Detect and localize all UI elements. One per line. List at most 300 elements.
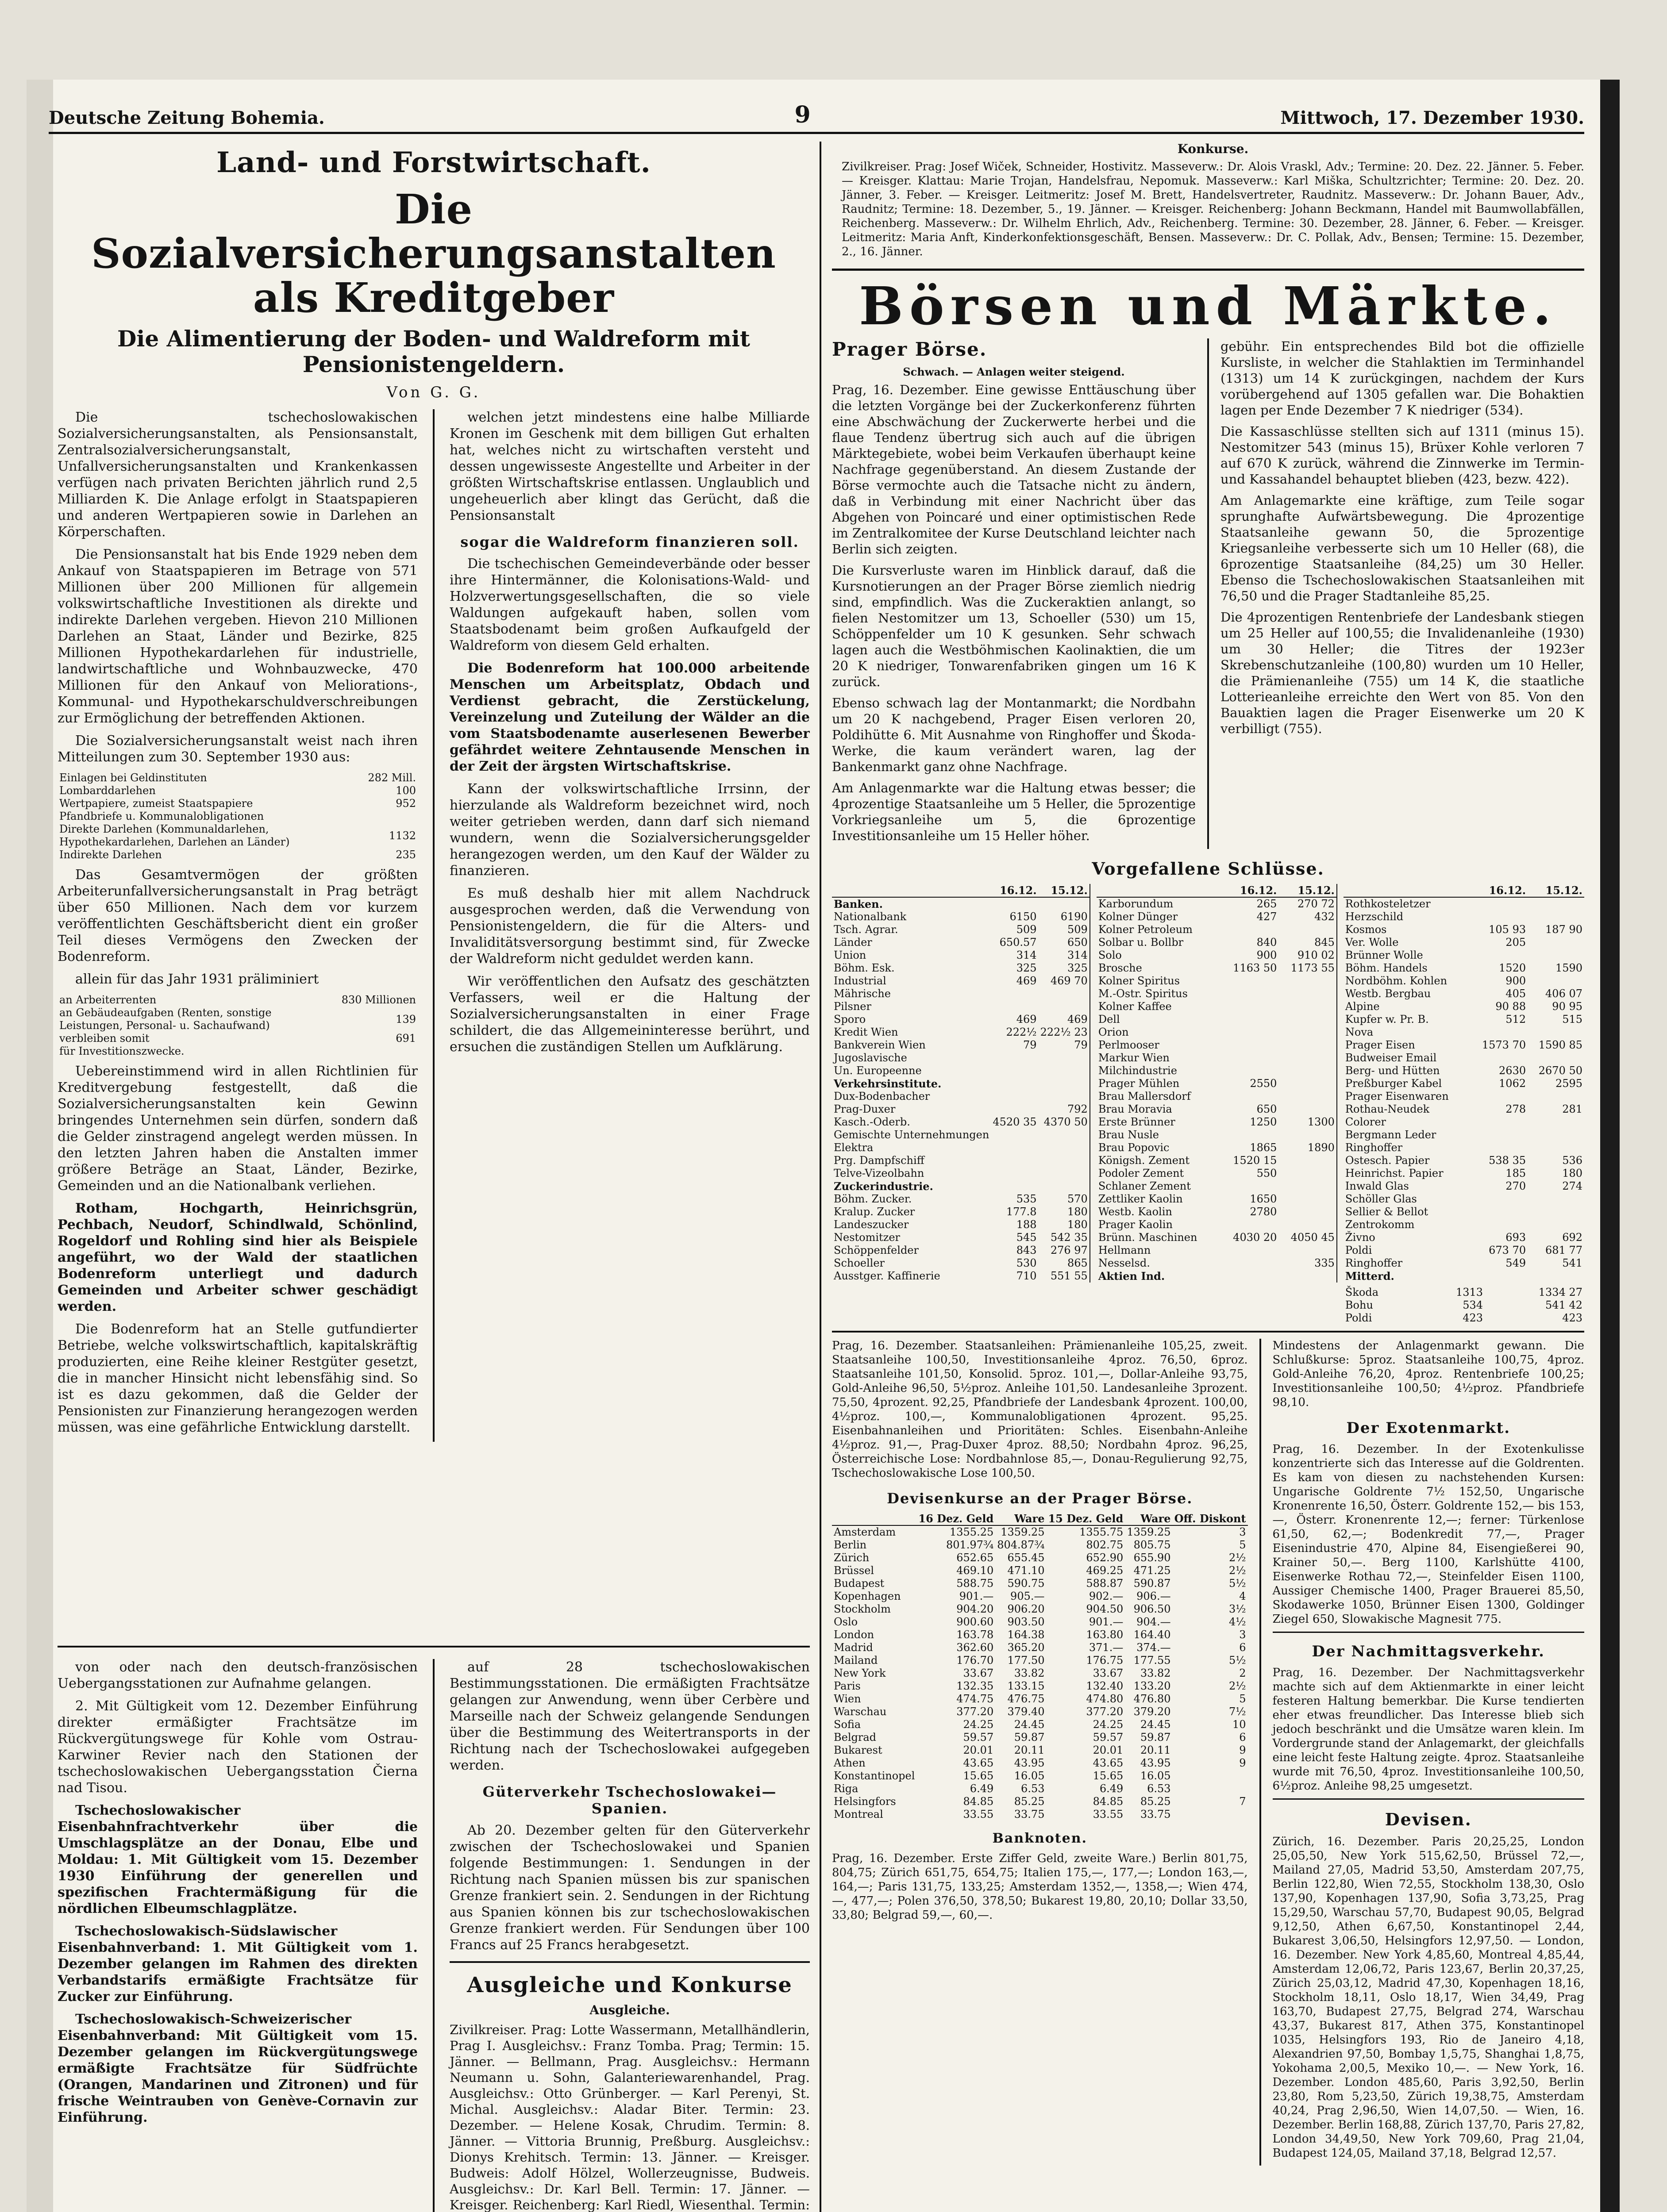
- article-paragraph: welchen jetzt mindestens eine halbe Milliarde Kronen im Geschenk mit dem billigen Gut erhalten hat, welches nicht zu wirtschaften versteht und dessen ungewisseste Angestellte und Arbeiter in der größten Wirtschaftskrise entlassen. Unglaublich und ungeheuerlich aber klingt das Gerücht, daß die Pensionsanstalt: [450, 410, 810, 523]
- table-cell: 476.75: [1007, 1693, 1045, 1705]
- bottom-columns: [58, 1659, 810, 2212]
- table-cell: 1163 50: [1233, 962, 1277, 974]
- table-cell: 84.85: [963, 1795, 994, 1808]
- table-cell: Industrial: [834, 975, 886, 987]
- table-cell: [1173, 1782, 1248, 1795]
- table-cell: 1865: [1250, 1141, 1277, 1154]
- table-row: [58, 823, 418, 849]
- table-cell: 59.57: [963, 1731, 994, 1743]
- table-cell: [1471, 949, 1528, 962]
- article-col-2: [450, 409, 810, 1442]
- schluss-row: [1097, 1052, 1337, 1064]
- table-cell: [1039, 897, 1090, 910]
- schluss-row: [1097, 1218, 1337, 1231]
- stat-label: Indirekte Darlehen: [59, 849, 162, 861]
- boerse-paragraph: Die Kassaschlüsse stellten sich auf 1311 (minus 15). Nestomitzer 543 (minus 15), Brüxer Kohle verloren 7 auf 670 K zurück, während die Zinnwerke im Termin- und Kassahandel behauptet blieben (423, bezw. 422).: [1220, 424, 1584, 487]
- schluss-row: [1344, 987, 1584, 1000]
- boerse-columns: [832, 338, 1584, 849]
- table-cell: 423: [1463, 1312, 1483, 1324]
- schluss-row: [1344, 897, 1584, 910]
- column-header: 15.12.: [1528, 884, 1584, 897]
- table-cell: [1278, 1026, 1337, 1039]
- table-row: [58, 810, 418, 823]
- stat-value: 1132: [389, 829, 416, 842]
- table-cell: 904.20: [956, 1603, 994, 1615]
- table-cell: 3: [1239, 1526, 1246, 1538]
- table-cell: 133.15: [1007, 1680, 1045, 1692]
- table-cell: 1590: [1555, 962, 1583, 974]
- table-cell: Ver. Wolle: [1345, 936, 1399, 949]
- table-cell: Kosmos: [1345, 923, 1387, 936]
- table-cell: [991, 987, 1038, 1000]
- schluss-row: [832, 936, 1090, 949]
- table-cell: [1278, 1129, 1337, 1141]
- schluss-row: [1344, 962, 1584, 975]
- table-cell: 509: [1016, 923, 1037, 936]
- table-cell: 24.45: [1014, 1718, 1045, 1731]
- schluss-row: [832, 1077, 1090, 1090]
- table-cell: Poldi: [1345, 1244, 1372, 1256]
- schluss-row: [832, 1000, 1090, 1013]
- table-cell: [1039, 1000, 1090, 1013]
- table-cell: [1039, 1129, 1090, 1141]
- table-cell: 474.80: [1086, 1693, 1124, 1705]
- column-header: Ware: [1125, 1512, 1172, 1525]
- table-cell: Kolner Kaffee: [1098, 1000, 1172, 1013]
- notice-paragraph: Tschechoslowakisch-Schweizerischer Eisenbahnverband: Mit Gültigkeit vom 15. Dezember gelangen im Rückvergütungswege ermäßigte Frachtsätze für Südfrüchte (Orangen, Mandarinen und Zitronen) und für frische Weintrauben von Genève-Cornavin zur Einführung.: [58, 2012, 418, 2125]
- schluss-row: [1344, 1039, 1584, 1052]
- schluss-row: [1097, 1180, 1337, 1193]
- table-cell: [991, 1103, 1038, 1116]
- table-cell: 904.50: [1086, 1603, 1124, 1615]
- table-cell: 163.80: [1086, 1628, 1124, 1641]
- table-cell: Pilsner: [834, 1000, 871, 1013]
- scan-margin-left: [27, 80, 53, 2212]
- table-cell: 371.—: [1089, 1641, 1124, 1654]
- table-cell: Poldi: [1345, 1312, 1372, 1324]
- table-cell: 693: [1505, 1231, 1526, 1244]
- schluss-row: [1097, 923, 1337, 936]
- table-cell: Preßburger Kabel: [1345, 1077, 1442, 1090]
- termine-table: [1344, 1286, 1584, 1325]
- table-cell: 325: [1016, 962, 1037, 974]
- boerse-paragraph: gebühr. Ein entsprechendes Bild bot die offizielle Kursliste, in welcher die Stahlaktien im Terminhandel (1313) um 14 K zurückgingen, nachdem der Kurs vorübergehend auf 1305 gefallen war. Die Bohaktien lagen per Ende Dezember 7 K niedriger (534).: [1220, 339, 1584, 418]
- schluss-row: [832, 897, 1090, 910]
- notice-paragraph: Ab 20. Dezember gelten für den Güterverkehr zwischen der Tschechoslowakei und Spanien folgende Bestimmungen: 1. Sendungen in der Richtung nach Spanien müssen bis zur spanischen Grenze frankiert sein. 2. Sendungen in der Richtung aus Spanien können bis zur tschechoslowakischen Grenze frankiert werden. Für Sendungen über 100 Francs auf 25 Francs herabgesetzt.: [450, 1823, 810, 1953]
- bottom-col-2: [450, 1659, 810, 2212]
- table-cell: [1221, 923, 1278, 936]
- table-cell: Orion: [1098, 1026, 1129, 1038]
- table-cell: [1039, 1090, 1090, 1103]
- table-cell: 1359.25: [1127, 1526, 1171, 1538]
- table-cell: [1278, 1180, 1337, 1193]
- table-cell: [1528, 1026, 1584, 1039]
- paper-name: Deutsche Zeitung Bohemia.: [49, 108, 325, 128]
- table-cell: 1590 85: [1538, 1039, 1583, 1051]
- konkurse-text: Zivilkreiser. Prag: Josef Wiček, Schneider, Hostivitz. Masseverw.: Dr. Alois Vraskl, Adv.; Termine: 20. Dez. 22. Jänner. 5. Feber. — Kreisger. Klattau: Marie Trojan, Handelsfrau, Nepomuk. Masseverw.: Karl Miška, Schultzrichter; Termine: 20. Dez. 20. Jänner, 3. Feber. — Kreisger. Leitmeritz: Josef M. Brett, Handelsvertreter, Raudnitz. Masseverw.: Dr. Johann Bauer, Adv., Raudnitz; Termine: 18. Dezember, 5., 19. Jänner. — Kreisger. Reichenberg: Johann Beckmann, Handel mit Baumwollabfällen, Reichenberg. Masseverw.: Dr. Wilhelm Ehrlich, Adv., Reichenberg. Termine: 30. Dezember, 28. Jänner, 6. Feber. — Kreisger. Leitmeritz: Maria Anft, Kinderkonfektionsgeschäft, Bensen. Masseverw.: Dr. C. Pollak, Adv., Bensen; Termine: 15. Dezember, 2., 16. Jänner.: [842, 160, 1584, 258]
- table-cell: [1278, 1000, 1337, 1013]
- schluss-row: [1344, 1090, 1584, 1103]
- table-cell: Nesselsd.: [1098, 1257, 1150, 1269]
- schluss-row: [832, 910, 1090, 923]
- devisen-row: [832, 1757, 1248, 1770]
- table-cell: Tsch. Agrar.: [834, 923, 898, 936]
- main-article: [58, 142, 810, 1646]
- table-cell: 4030 20: [1233, 1231, 1277, 1244]
- schluss-row: [1344, 923, 1584, 936]
- table-cell: 105 93: [1489, 923, 1526, 936]
- table-cell: Dell: [1098, 1013, 1120, 1025]
- table-cell: 710: [1016, 1270, 1037, 1282]
- ausgleiche-title: Ausgleiche und Konkurse: [467, 1973, 793, 1997]
- schluesse-tables: [832, 884, 1584, 1325]
- table-cell: 1355.25: [949, 1526, 994, 1538]
- table-cell: [1278, 1206, 1337, 1218]
- schluss-row: [1344, 1116, 1584, 1129]
- schluss-row: [1344, 1026, 1584, 1039]
- table-cell: 802.75: [1086, 1539, 1124, 1551]
- column-header: [1344, 884, 1471, 897]
- column-header: Off. Diskont: [1173, 1512, 1248, 1525]
- schluss-row: [1097, 897, 1337, 910]
- table-cell: 1573 70: [1482, 1039, 1526, 1051]
- table-cell: 901.—: [1089, 1616, 1124, 1628]
- section-rule: [832, 1331, 1584, 1333]
- table-cell: 910 02: [1297, 949, 1335, 961]
- schluss-row: [1344, 1129, 1584, 1141]
- table-cell: [1221, 987, 1278, 1000]
- table-cell: 265: [1256, 898, 1277, 910]
- table-cell: [1278, 1064, 1337, 1077]
- schluss-row: [1344, 975, 1584, 987]
- table-cell: 904.—: [1136, 1616, 1171, 1628]
- table-cell: 6.49: [1099, 1782, 1124, 1795]
- table-cell: Brünner Wolle: [1345, 949, 1423, 961]
- table-cell: 900.60: [956, 1616, 994, 1628]
- schluss-row: [832, 1039, 1090, 1052]
- table-cell: Nordböhm. Kohlen: [1345, 975, 1448, 987]
- table-cell: Böhm. Esk.: [834, 962, 895, 974]
- table-cell: 1520: [1499, 962, 1526, 974]
- table-cell: 6: [1239, 1641, 1246, 1654]
- table-cell: 538 35: [1489, 1154, 1526, 1167]
- schluss-row: [832, 1026, 1090, 1039]
- schluss-row: [1344, 1141, 1584, 1154]
- schluesse-col: [1097, 884, 1337, 1325]
- table-cell: 164.38: [1007, 1628, 1045, 1641]
- table-cell: 24.25: [963, 1718, 994, 1731]
- table-cell: 650: [1067, 936, 1088, 949]
- table-cell: 801.97¾: [946, 1539, 994, 1551]
- exoten-text: Prag, 16. Dezember. In der Exotenkulisse konzentrierte sich das Interesse auf die Goldrenten. Es kam von diesen zu nachstehenden Kursen: Ungarische Goldrente 7½ 152,50, Ungarische Kronenrente 16,50, Österr. Goldrente 152,— bis 153,—, Österr. Kronenrente 12,—; ferner: Türkenlose 61,50, 62,—; Bodenkredit 77,—, Prager Eisenindustrie 470, Alpine 84, Eisengießerei 90, Krainer 50,—. Berg 1100, Karlshütte 4100, Eisenwerke Rothau 72,—, Steinfelder Eisen 1100, Aussiger Chemische 1400, Prager Brauerei 85,50, Skodawerke 1050, Brünner Eisen 1300, Goldinger Ziegel 650, Slowakische Magnesit 775.: [1272, 1443, 1584, 1626]
- table-cell: 655.90: [1133, 1551, 1171, 1564]
- boerse-paragraph: Die Kursverluste waren im Hinblick darauf, daß die Kursnotierungen an der Prager Börse ziemlich niedrig sind, empfindlich. Was die Zuckeraktien anlangt, so fielen Nestomitzer um 13, Schoeller (530) um 15, Schöppenfelder um 10 K gesunken. Sehr schwach lagen auch die Westböhmischen Kaolinaktien, die um 20 K niedriger, Tonwarenfabriken gingen um 16 K zurück.: [832, 563, 1196, 689]
- issue-date: Mittwoch, 17. Dezember 1930.: [1280, 108, 1584, 128]
- section-rule: [832, 269, 1584, 271]
- article-paragraph: Die tschechoslowakischen Sozialversicherungsanstalten, als Pensionsanstalt, Zentralsozialversicherungsanstalt, Unfallversicherungsanstalten und Krankenkassen verfügen nach privaten Berichten jährlich rund 2,5 Milliarden K. Die Anlage erfolgt in Staatspapieren und anderen Wertpapieren sowie in Darlehen an Körperschaften.: [58, 410, 418, 540]
- table-cell: Nationalbank: [834, 910, 907, 923]
- stat-label: Direkte Darlehen (Kommunaldarlehen, Hypothekardarlehen, Darlehen an Länder): [59, 823, 290, 848]
- table-cell: 902.—: [1089, 1590, 1124, 1602]
- exoten-title: Der Exotenmarkt.: [1346, 1419, 1511, 1437]
- table-cell: 4520 35: [993, 1116, 1037, 1128]
- article-col-1: [58, 409, 418, 1442]
- devisen-row: [832, 1525, 1248, 1539]
- table-cell: 5: [1239, 1693, 1246, 1705]
- table-cell: 549: [1505, 1257, 1526, 1269]
- table-cell: [1039, 987, 1090, 1000]
- table-cell: Brau Nusle: [1098, 1129, 1159, 1141]
- devisen-table: [832, 1512, 1248, 1821]
- table-cell: [1221, 1270, 1278, 1283]
- table-cell: [1278, 1154, 1337, 1167]
- article-title: Die Sozialversicherungsanstalten als Kreditgeber: [91, 185, 776, 322]
- table-cell: [1528, 1129, 1584, 1141]
- table-cell: 365.20: [1007, 1641, 1045, 1654]
- schluss-row: [832, 1064, 1090, 1077]
- schluss-row: [832, 962, 1090, 975]
- table-cell: [1039, 1167, 1090, 1180]
- table-cell: 314: [1067, 949, 1088, 961]
- table-cell: [1039, 1180, 1090, 1193]
- table-cell: 90 88: [1495, 1000, 1526, 1013]
- table-cell: [991, 1180, 1038, 1193]
- table-cell: 6150: [1009, 910, 1037, 923]
- table-cell: 515: [1562, 1013, 1583, 1025]
- schluss-row: [1344, 1231, 1584, 1244]
- table-cell: [1528, 897, 1584, 910]
- table-cell: Kasch.-Oderb.: [834, 1116, 910, 1128]
- schluss-row: [1344, 1218, 1584, 1231]
- table-cell: 2780: [1250, 1206, 1277, 1218]
- table-cell: 469.10: [956, 1564, 994, 1577]
- table-cell: 1300: [1307, 1116, 1335, 1128]
- table-cell: 541: [1562, 1257, 1583, 1269]
- article-columns: [58, 409, 810, 1442]
- schluss-row: [832, 1090, 1090, 1103]
- table-cell: [1528, 1218, 1584, 1231]
- schluss-row: [1097, 975, 1337, 987]
- devisen-row: [832, 1808, 1248, 1821]
- table-row: [58, 1045, 418, 1058]
- table-cell: [1039, 1052, 1090, 1064]
- stat-value: [366, 810, 418, 823]
- table-cell: [1039, 1141, 1090, 1154]
- table-cell: 33.67: [963, 1667, 994, 1679]
- table-cell: 1650: [1250, 1193, 1277, 1205]
- stat-value: 691: [396, 1032, 416, 1045]
- table-cell: [1471, 1052, 1528, 1064]
- schluss-row: [1344, 1103, 1584, 1116]
- nachmittag-text: Prag, 16. Dezember. Der Nachmittagsverkehr machte sich auf dem Aktienmarkte in einer leicht festeren Haltung bemerkbar. Die Kurse tendierten eher etwas freundlicher. Das Interesse blieb sich jedoch beschränkt und die Umsätze waren klein. Im Vordergrunde stand der Anlagemarkt, der gleichfalls eine leicht feste Haltung zeigte. 4proz. Staatsanleihe wurde mit 76,50, 4proz. Investitionsanleihe 100,50, 6½proz. Anleihe 98,25 umgesetzt.: [1272, 1666, 1584, 1793]
- stat-value: 282 Mill.: [368, 772, 416, 784]
- table-cell: [1221, 1180, 1278, 1193]
- table-cell: Budapest: [834, 1577, 885, 1590]
- schluss-row: [832, 1244, 1090, 1257]
- table-cell: 180: [1067, 1218, 1088, 1231]
- table-cell: Zentrokomm: [1345, 1218, 1415, 1231]
- table-cell: Madrid: [834, 1641, 873, 1654]
- schluss-row: [1097, 1244, 1337, 1257]
- table-cell: 16.05: [1014, 1770, 1045, 1782]
- schluss-row: [832, 1231, 1090, 1244]
- table-cell: Brünn. Maschinen: [1098, 1231, 1197, 1244]
- table-cell: 7: [1239, 1795, 1246, 1808]
- table-cell: 2595: [1555, 1077, 1583, 1090]
- table-cell: 1334 27: [1538, 1286, 1583, 1298]
- table-cell: 7½: [1228, 1705, 1246, 1718]
- table-header-row: [1097, 884, 1337, 897]
- section-rule: [1273, 1798, 1584, 1800]
- table-cell: 655.45: [1007, 1551, 1045, 1564]
- schluss-row: [1097, 1129, 1337, 1141]
- table-cell: [991, 1154, 1038, 1167]
- table-cell: [1221, 1244, 1278, 1257]
- table-cell: 5½: [1228, 1577, 1246, 1590]
- table-cell: 469.25: [1086, 1564, 1124, 1577]
- schluss-row: [832, 949, 1090, 962]
- schluss-row: [832, 1257, 1090, 1270]
- table-cell: 33.75: [1140, 1808, 1171, 1820]
- table-cell: 1313: [1456, 1286, 1483, 1298]
- notice-paragraph: von oder nach den deutsch-französischen Uebergangsstationen zur Aufnahme gelangen.: [58, 1659, 418, 1691]
- table-cell: 590.87: [1133, 1577, 1171, 1590]
- schluss-row: [1097, 1026, 1337, 1039]
- table-cell: Schlaner Zement: [1098, 1180, 1191, 1192]
- devisen-row: [832, 1641, 1248, 1654]
- table-cell: [991, 1090, 1038, 1103]
- table-cell: 20.11: [1014, 1744, 1045, 1756]
- schluesse-table-1: [832, 884, 1090, 1283]
- table-cell: Sporo: [834, 1013, 866, 1025]
- table-cell: 176.75: [1086, 1654, 1124, 1667]
- nachmittag-title: Der Nachmittagsverkehr.: [1312, 1643, 1545, 1660]
- stat-label: Lombarddarlehen: [59, 784, 156, 797]
- table-cell: 33.75: [1014, 1808, 1045, 1820]
- table-cell: Oslo: [834, 1616, 858, 1628]
- table-cell: Aktien Ind.: [1098, 1270, 1165, 1283]
- table-cell: 15.65: [963, 1770, 994, 1782]
- prager-boerse-heading: Prager Börse.: [832, 338, 987, 360]
- ausgleiche-text: Zivilkreiser. Prag: Lotte Wassermann, Metallhändlerin, Prag I. Ausgleichsv.: Franz Tomba. Prag; Termin: 15. Jänner. — Bellmann, Prag. Ausgleichsv.: Hermann Neumann u. Sohn, Galanteriewarenhandel, Prag. Ausgleichsv.: Otto Grünberger. — Karl Perenyi, St. Michal. Ausgleichsv.: Aladar Biter. Termin: 23. Dezember. — Helene Kosak, Chrudim. Termin: 8. Jänner. — Vittoria Brunnig, Preßburg. Ausgleichsv.: Dionys Krehitsch. Termin: 13. Jänner. — Kreisger. Budweis: Adolf Hölzel, Wollerzeugnisse, Budweis. Ausgleichsv.: Dr. Karl Bell. Termin: 17. Jänner. — Kreisger. Reichenberg: Karl Riedl, Wiesenthal. Termin:: [450, 2022, 810, 2212]
- table-cell: 164.40: [1133, 1628, 1171, 1641]
- schluss-row: [1344, 1193, 1584, 1206]
- table-cell: Königsh. Zement: [1098, 1154, 1190, 1167]
- table-cell: [1471, 1141, 1528, 1154]
- article-paragraph: Wir veröffentlichen den Aufsatz des geschätzten Verfassers, weil er die Haltung der Sozialversicherungsanstalten in einer Frage schildert, die das Allgemeininteresse berührt, und ersuchen die zuständigen Stellen um Aufklärung.: [450, 974, 810, 1055]
- table-cell: 1173 55: [1290, 962, 1335, 974]
- article-paragraph: Die Pensionsanstalt hat bis Ende 1929 neben dem Ankauf von Staatspapieren im Betrage von 571 Millionen über 200 Millionen für allgemein volkswirtschaftliche Investitionen als direkte und indirekte Darlehen vergeben. Hievon 210 Millionen Darlehen an Staat, Länder und Bezirke, 825 Millionen Hypothekardarlehen für industrielle, landwirtschaftliche und Wohnbauzwecke, 470 Millionen für den Ankauf von Meliorations-, Kommunal- und Hypothekarschuldverschreibungen zur Ermöglichung der betreffenden Aktionen.: [58, 547, 418, 726]
- table-cell: 276 97: [1050, 1244, 1088, 1256]
- table-cell: Elektra: [834, 1141, 874, 1154]
- table-cell: 650.57: [999, 936, 1037, 949]
- table-cell: Markur Wien: [1098, 1052, 1170, 1064]
- boerse-paragraph: Am Anlagemarkte eine kräftige, zum Teile sogar sprunghafte Aufwärtsbewegung. Die 4prozentige Staatsanleihe gewann 50, die 5prozentige Kriegsanleihe verbesserte sich um 10 Heller (68), die 6prozentige Staatsanleihe (84,25) um 30 Heller. Ebenso die Tschechoslowakischen Staatsanleihen mit 76,50 und die Prager Stadtanleihe 85,25.: [1220, 493, 1584, 603]
- schluss-row: [1344, 1206, 1584, 1218]
- table-cell: 570: [1067, 1193, 1088, 1205]
- table-cell: 469 70: [1050, 975, 1088, 987]
- column-rule: [433, 1659, 435, 2212]
- table-cell: 535: [1016, 1193, 1037, 1205]
- table-cell: 512: [1505, 1013, 1526, 1025]
- table-cell: 377.20: [1086, 1705, 1124, 1718]
- schluss-row: [832, 987, 1090, 1000]
- schluss-row: [832, 1206, 1090, 1218]
- table-cell: 542 35: [1050, 1231, 1088, 1244]
- schluss-row: [1344, 1013, 1584, 1026]
- table-cell: [991, 1064, 1038, 1077]
- boerse-paragraph: Prag, 16. Dezember. Eine gewisse Enttäuschung über die letzten Vorgänge bei der Zuckerkonferenz führten eine Abschwächung der Zuckerwerte herbei und die flaue Tendenz übertrug sich auch auf die übrigen Märktegebiete, wobei beim Verkaufen überhaupt keine Nachfrage gegenüberstand. An diesem Zustande der Börse vermochte auch die Tatsache nicht zu ändern, daß in Verbindung mit einer Nachricht über das Abgehen von Poincaré und einer optimistischen Rede im Zentralkomitee der Kurse Deutschland leichter nach Berlin sich zeigten.: [832, 382, 1196, 557]
- table-cell: [1471, 1193, 1528, 1206]
- table-cell: Athen: [834, 1757, 866, 1769]
- lower-col-1: [832, 1339, 1248, 2166]
- stat-label: an Arbeiterrenten: [59, 994, 157, 1006]
- table-cell: Nestomitzer: [834, 1231, 901, 1244]
- table-cell: Bohu: [1345, 1299, 1373, 1311]
- table-cell: 281: [1562, 1103, 1583, 1115]
- table-row: [58, 772, 418, 784]
- page-number: 9: [794, 101, 811, 128]
- table-cell: [1278, 1013, 1337, 1026]
- table-cell: Rothau-Neudek: [1345, 1103, 1430, 1115]
- schluss-row: [1344, 1270, 1584, 1283]
- table-cell: Riga: [834, 1782, 859, 1795]
- schluss-row: [1097, 1193, 1337, 1206]
- schluss-row: [1097, 1039, 1337, 1052]
- article-paragraph: Uebereinstimmend wird in allen Richtlinien für Kreditvergebung festgestellt, daß die Sozialversicherungsanstalten kein Gewinn bringendes Unternehmen sein dürfen, sondern daß die Gelder zinstragend angelegt werden müssen. In den letzten Jahren haben die Anstalten immer größere Beträge an Staat, Länder, Bezirke, Gemeinden und an die Nationalbank verliehen.: [58, 1064, 418, 1194]
- table-cell: [1221, 1257, 1278, 1270]
- table-cell: 84.85: [1093, 1795, 1124, 1808]
- table-cell: Schoeller: [834, 1257, 885, 1269]
- article-paragraph: Das Gesamtvermögen der größten Arbeiterunfallversicherungsanstalt in Prag beträgt über 650 Millionen. Nach dem vor kurzem veröffentlichten Geschäftsbericht dient ein großer Teil dieses Vermögens den Zwecken der Bodenreform.: [58, 867, 418, 964]
- table-cell: 335: [1314, 1257, 1335, 1269]
- table-cell: 840: [1256, 936, 1277, 949]
- table-cell: 805.75: [1133, 1539, 1171, 1551]
- devisen-row: [832, 1680, 1248, 1693]
- table-cell: Karborundum: [1098, 898, 1174, 910]
- table-cell: 6: [1239, 1731, 1246, 1743]
- table-cell: Brau Popovic: [1098, 1141, 1170, 1154]
- table-cell: 4370 50: [1043, 1116, 1088, 1128]
- schluss-row: [832, 1218, 1090, 1231]
- table-cell: [1528, 949, 1584, 962]
- table-cell: [1221, 1064, 1278, 1077]
- table-cell: Zuckerindustrie.: [834, 1180, 933, 1193]
- stat-label: für Investitionszwecke.: [59, 1045, 185, 1057]
- table-cell: [1221, 1052, 1278, 1064]
- table-cell: 79: [1023, 1039, 1037, 1051]
- table-cell: Milchindustrie: [1098, 1064, 1177, 1077]
- table-cell: 471.10: [1007, 1564, 1045, 1577]
- devisen-row: [832, 1718, 1248, 1731]
- table-cell: 85.25: [1014, 1795, 1045, 1808]
- table-cell: 1355.75: [1079, 1526, 1124, 1538]
- schluss-row: [1097, 1077, 1337, 1090]
- table-cell: Prager Kaolin: [1098, 1218, 1173, 1231]
- table-cell: 906.20: [1007, 1603, 1045, 1615]
- stat-value: 952: [396, 797, 416, 810]
- table-cell: Colorer: [1345, 1116, 1386, 1128]
- table-cell: 20.01: [963, 1744, 994, 1756]
- devisen-title: Devisenkurse an der Prager Börse.: [887, 1490, 1193, 1507]
- newspaper-page: [27, 80, 1620, 2212]
- schluss-row: [1097, 1064, 1337, 1077]
- table-cell: [991, 1167, 1038, 1180]
- column-header: [1097, 884, 1221, 897]
- table-cell: Kupfer w. Pr. B.: [1345, 1013, 1429, 1025]
- table-cell: 469: [1016, 1013, 1037, 1025]
- bottom-col-1: [58, 1659, 418, 2212]
